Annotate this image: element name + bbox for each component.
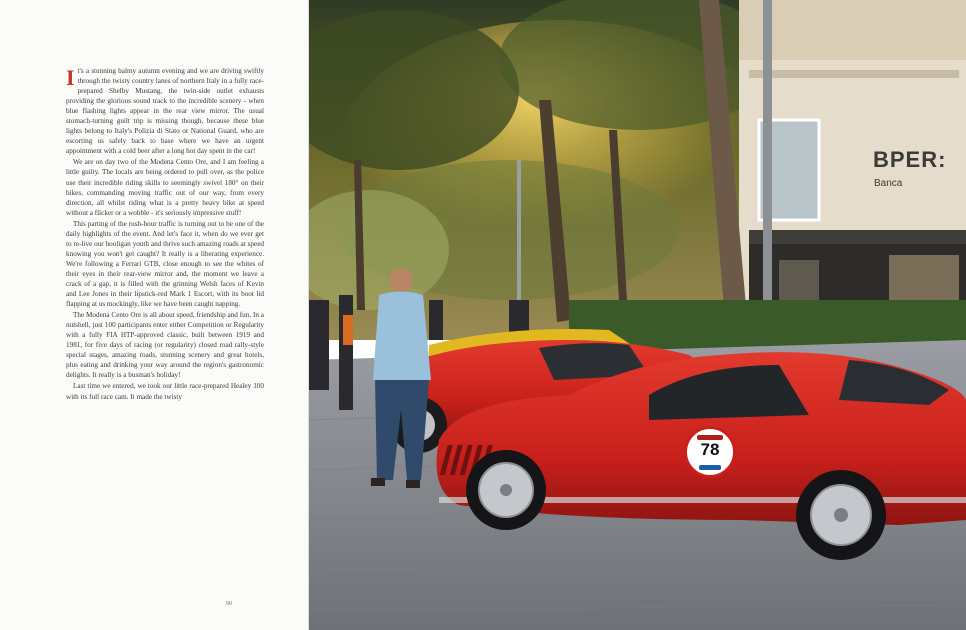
car-photo bbox=[309, 0, 966, 630]
photo-illustration bbox=[309, 0, 966, 630]
plate-band-top bbox=[697, 435, 723, 440]
race-number: 78 bbox=[700, 440, 720, 459]
article-paragraph-3: This parting of the rush-hour traffic is turning out to be one of the daily highlights of the event. And let's face it, when do we ever get to re-live our hooligan youth and thrive such amazing roads at speed knowing you won't get caught? It really is a liberating experience. We're following a Ferrari GTB, close enough to see the whites of their eyes in their rear-view mirror and, the moment we leave a crack of a gap, it is filled with the grinning Welsh faces of Kevin and Lee Jones in their lipstick-red Mark 1 Escort, with its boot lid flapping at us mockingly, like we have been caught napping. bbox=[66, 219, 264, 309]
spectator-orange-top bbox=[343, 315, 353, 345]
left-page bbox=[0, 0, 309, 630]
article-paragraph-4: The Modena Cento Ore is all about speed, friendship and fun. In a nutshell, just 100 participants enter either Competition or Regularity with a fully FIA HTP-approved classic, built between 1919 and 1981, for five days of racing (or regularity) closed road rally-style special stages, amazing roads, stunning scenery and great hotels, plus eating and drinking your way around the region's gastronomic delights. It really is a busman's holiday! bbox=[66, 311, 264, 380]
bank-sign-sub: Banca bbox=[874, 178, 903, 189]
bank-sign: BPER: bbox=[873, 147, 947, 172]
rear-hub bbox=[834, 508, 848, 522]
article-body bbox=[66, 66, 264, 403]
paragraph-text: t's a stunning balmy autumn evening and we are driving swiftly through the twisty country lanes of northern Italy in a fully race-prepared Shelby Mustang, the twin-side outlet exhausts providing the glorious sound track to the incredible scenery - when blue flashing lights appear in the rear view mirror. The usual stomach-turning guilt trip is missing though, because these blue lights belong to Italy's Polizia di Stato or National Guard, who are escorting us safely back to base where we have an urgent appointment with a cold beer after a long hot day spent in the car! bbox=[66, 67, 264, 156]
article-paragraph-5: Last time we entered, we took our little race-prepared Healey 100 with its full race cam. It made the twisty bbox=[66, 382, 264, 401]
lamp-post bbox=[763, 0, 772, 350]
shop-awning bbox=[749, 230, 966, 244]
drop-cap: I bbox=[66, 65, 75, 90]
article-paragraph-1 bbox=[66, 66, 264, 156]
article-paragraph-2: We are on day two of the Modena Cento Ore, and I am feeling a little guilty. The locals are being ordered to pull over, as the police use their incredible riding skills to seemingly swivel 180° on their bikes, commanding moving traffic out of our way, from every direction, all whilst riding what is a pretty heavy bike at speed without a flicker or a wobble - it's seriously impressive stuff! bbox=[66, 158, 264, 217]
race-number-plate bbox=[684, 426, 736, 478]
page-number: 90 bbox=[226, 601, 232, 607]
plate-band-bottom bbox=[699, 465, 721, 470]
front-hub bbox=[500, 484, 512, 496]
balcony bbox=[749, 70, 959, 78]
street-pole bbox=[517, 160, 521, 320]
building-upper bbox=[739, 0, 966, 60]
